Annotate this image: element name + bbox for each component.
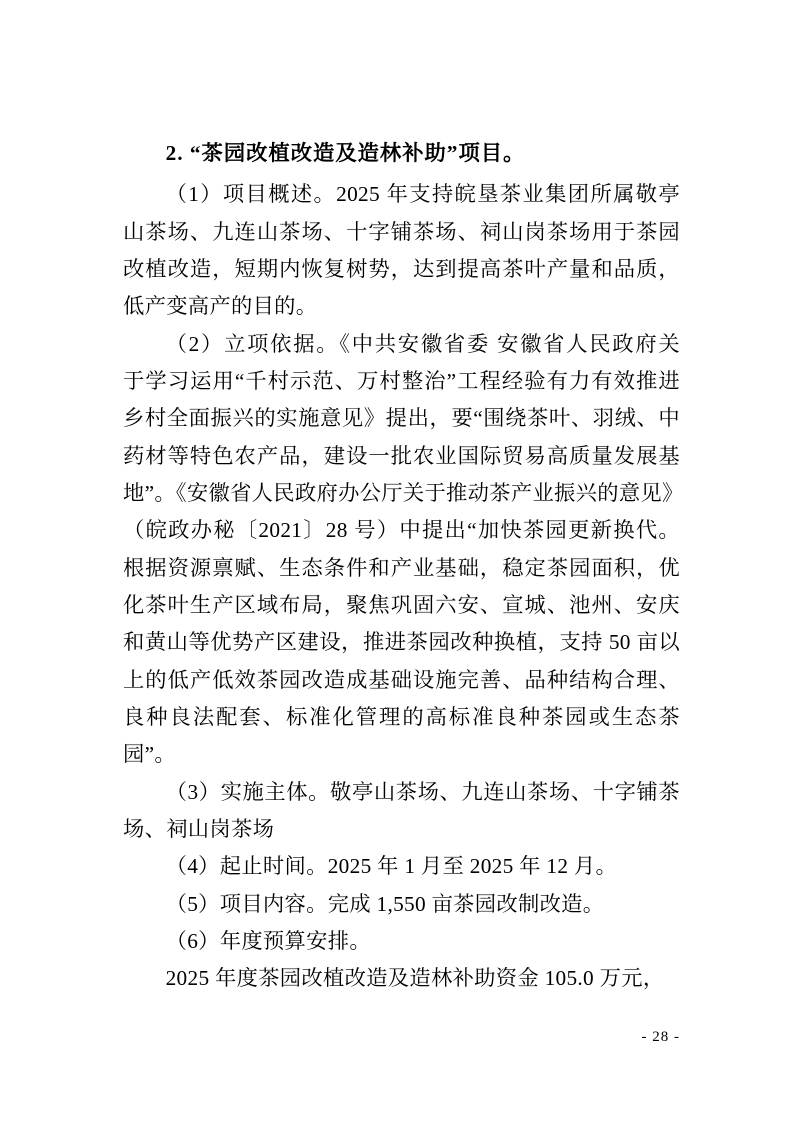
paragraph-project-basis-line-4: 药材等特色农产品，建设一批农业国际贸易高质量发展基 [123, 443, 680, 468]
paragraph-project-content-line-1: （5）项目内容。完成 1,550 亩茶园改制改造。 [165, 891, 605, 916]
paragraph-annual-budget-heading-line-1: （6）年度预算安排。 [165, 928, 371, 953]
paragraph-project-basis-line-11: 良种良法配套、标准化管理的高标准良种茶园或生态茶 [123, 704, 680, 729]
paragraph-time-span-line-1: （4）起止时间。2025 年 1 月至 2025 年 12 月。 [165, 854, 618, 879]
paragraph-project-basis-line-8: 化茶叶生产区域布局，聚焦巩固六安、宣城、池州、安庆 [123, 592, 680, 617]
paragraph-project-basis-line-2: 于学习运用“千村示范、万村整治”工程经验有力有效推进 [123, 368, 680, 393]
paragraph-project-basis-line-5: 地”。《安徽省人民政府办公厅关于推动茶产业振兴的意见》 [123, 480, 684, 505]
paragraph-project-basis-line-10: 上的低产低效茶园改造成基础设施完善、品种结构合理、 [123, 667, 680, 692]
paragraph-implementing-entities-line-2: 场、祠山岗茶场 [123, 816, 275, 841]
paragraph-project-basis-line-12: 园”。 [123, 742, 176, 767]
paragraph-project-basis-line-1: （2）立项依据。《中共安徽省委 安徽省人民政府关 [165, 331, 680, 356]
paragraph-project-basis-line-6: （皖政办秘〔2021〕28 号）中提出“加快茶园更新换代。 [123, 518, 680, 543]
paragraph-project-overview-line-1: （1）项目概述。2025 年支持皖垦茶业集团所属敬亭 [165, 182, 680, 207]
paragraph-project-basis-line-7: 根据资源禀赋、生态条件和产业基础，稳定茶园面积，优 [123, 555, 680, 580]
paragraph-implementing-entities-line-1: （3）实施主体。敬亭山茶场、九连山茶场、十字铺茶 [165, 779, 680, 804]
paragraph-project-overview-line-2: 山茶场、九连山茶场、十字铺茶场、祠山岗茶场用于茶园 [123, 219, 680, 244]
document-body [123, 135, 684, 998]
page-number: - 28 - [641, 1029, 680, 1045]
section-heading-line-1: 2. “茶园改植改造及造林补助”项目。 [165, 141, 526, 165]
paragraph-project-basis-line-3: 乡村全面振兴的实施意见》提出，要“围绕茶叶、羽绒、中 [123, 406, 680, 431]
paragraph-project-overview-line-4: 低产变高产的目的。 [123, 294, 318, 319]
paragraph-annual-budget-amount-line-1: 2025 年度茶园改植改造及造林补助资金 105.0 万元， [165, 966, 665, 991]
paragraph-project-overview-line-3: 改植改造，短期内恢复树势，达到提高茶叶产量和品质， [123, 256, 680, 281]
paragraph-project-basis-line-9: 和黄山等优势产区建设，推进茶园改种换植，支持 50 亩以 [123, 630, 680, 655]
